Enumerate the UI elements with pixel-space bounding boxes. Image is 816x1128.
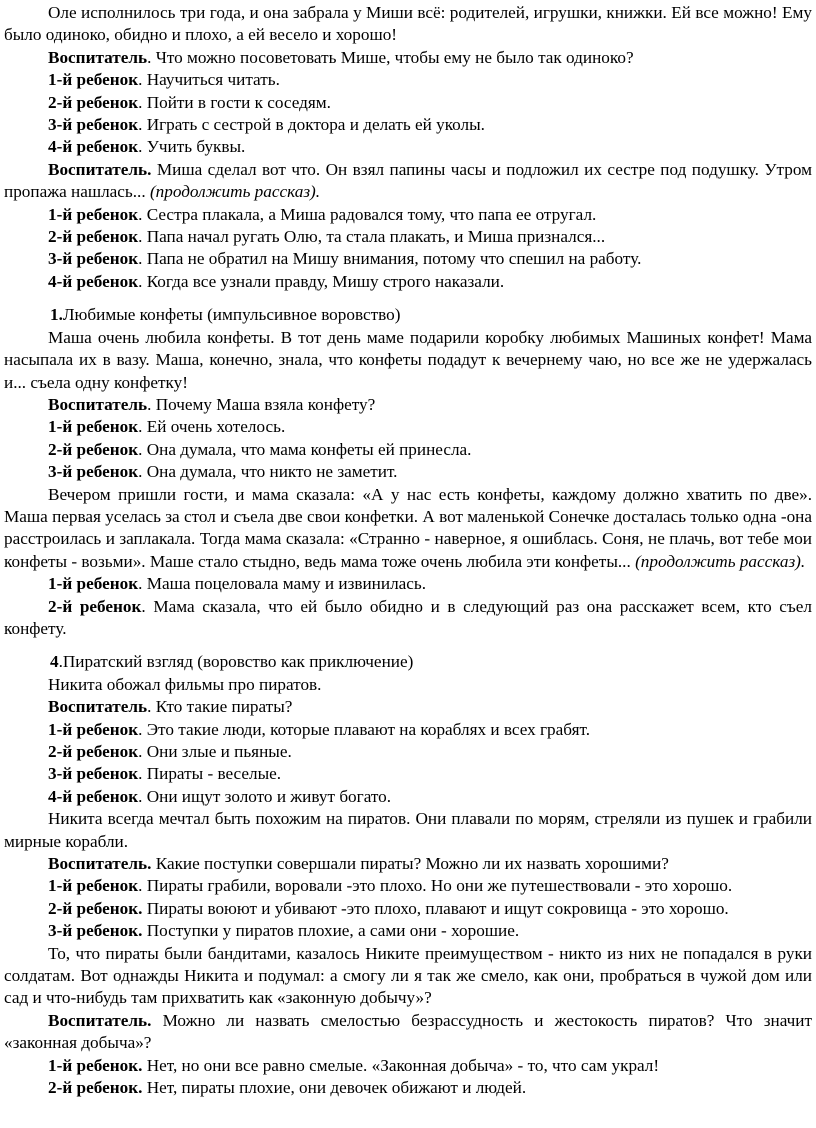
speaker-label: Воспитатель — [48, 697, 148, 717]
dialogue-line — [4, 136, 812, 158]
dialogue-line — [4, 573, 812, 595]
dialogue-text: . Папа не обратил на Мишу внимания, потому что спешил на работу. — [138, 249, 642, 269]
paragraph-text: Маша очень любила конфеты. В тот день маме подарили коробку любимых Машиных конфет! Мама насыпала их в вазу. Маша, конечно, знала, что конфеты подадут к вечернему чаю, но все же не удержалась и... съела одну конфетку! — [4, 327, 812, 392]
speaker-label: 4-й ребенок — [48, 271, 139, 291]
dialogue-text: . Папа начал ругать Олю, та стала плакать, и Миша признался... — [138, 227, 606, 247]
dialogue-text: . Кто такие пираты? — [147, 697, 293, 717]
speaker-label: 4-й ребенок — [48, 786, 139, 806]
italic-note: (продолжить рассказ). — [145, 182, 321, 202]
dialogue-text: . Маша поцеловала маму и извинилась. — [138, 574, 427, 594]
dialogue-line — [4, 159, 812, 204]
section-number: 4 — [50, 652, 59, 672]
dialogue-line — [4, 461, 812, 483]
dialogue-text: Нет, пираты плохие, они девочек обижают и людей. — [142, 1078, 527, 1098]
dialogue-text: Можно ли назвать смелостью безрассудность и жестокость пиратов? Что значит «законная добыча»? — [4, 1010, 812, 1053]
dialogue-line — [4, 439, 812, 461]
speaker-label: 1-й ребенок — [48, 417, 139, 437]
italic-note: (продолжить рассказ). — [630, 551, 806, 571]
speaker-label: 2-й ребенок — [48, 92, 139, 112]
dialogue-text: . Это такие люди, которые плавают на кораблях и всех грабят. — [138, 719, 591, 739]
dialogue-text: Миша сделал вот что. Он взял папины часы и подложил их сестре под подушку. Утром пропажа нашлась... — [4, 159, 812, 202]
speaker-label: Воспитатель. — [48, 1010, 152, 1030]
dialogue-line — [4, 1010, 812, 1055]
dialogue-text: . Когда все узнали правду, Мишу строго наказали. — [138, 271, 505, 291]
dialogue-text: . Научиться читать. — [138, 70, 280, 90]
dialogue-line — [4, 696, 812, 718]
speaker-label: 1-й ребенок — [48, 204, 139, 224]
dialogue-line — [4, 248, 812, 270]
dialogue-text: Пираты воюют и убивают -это плохо, плавают и ищут сокровища - это хорошо. — [142, 898, 729, 918]
speaker-label: 1-й ребенок. — [48, 1055, 143, 1075]
speaker-label: Воспитатель — [48, 47, 148, 67]
paragraph-text: То, что пираты были бандитами, казалось Никите преимуществом - никто из них не попадался в руки солдатам. Вот однажды Никита и подумал: а смогу ли я так же смело, как они, пробраться в чужой дом или сад и что-нибудь там прихватить как «законную добычу»? — [4, 943, 812, 1008]
dialogue-text: . Что можно посоветовать Мише, чтобы ему не было так одиноко? — [147, 47, 634, 67]
dialogue-text: . Пираты - веселые. — [138, 764, 282, 784]
dialogue-text: . Почему Маша взяла конфету? — [147, 394, 376, 414]
dialogue-text: . Мама сказала, что ей было обидно и в следующий раз она расскажет всем, кто съел конфету. — [4, 596, 812, 638]
dialogue-text: . Они ищут золото и живут богато. — [138, 786, 392, 806]
speaker-label: 1-й ребенок — [48, 876, 139, 896]
paragraph-text: Никита всегда мечтал быть похожим на пиратов. Они плавали по морям, стреляли из пушек и грабили мирные корабли. — [4, 809, 812, 851]
paragraph-text: Вечером пришли гости, и мама сказала: «А у нас есть конфеты, каждому должно хватить по две». Маша первая уселась за стол и съела две свои конфетки. А вот маленькой Сонечке досталась только одна -она расстроилась и заплакала. Тогда мама сказала: «Странно - наверное, я ошиблась. Соня, не плачь, вот тебе мои конфеты - возьми». Маше стало стыдно, ведь мама тоже очень любила эти конфеты... — [4, 484, 812, 571]
dialogue-line — [4, 719, 812, 741]
dialogue-line — [4, 47, 812, 69]
dialogue-line — [4, 875, 812, 897]
dialogue-line — [4, 1077, 812, 1099]
dialogue-text: . Пираты грабили, воровали -это плохо. Но они же путешествовали - это хорошо. — [138, 876, 733, 896]
speaker-label: 3-й ребенок. — [48, 921, 143, 941]
document-body — [4, 2, 812, 1100]
dialogue-line — [4, 394, 812, 416]
dialogue-line — [4, 226, 812, 248]
dialogue-line — [4, 786, 812, 808]
dialogue-line — [4, 898, 812, 920]
dialogue-text: . Пойти в гости к соседям. — [138, 92, 331, 112]
paragraph-text: Оле исполнилось три года, и она забрала у Миши всё: родителей, игрушки, книжки. Ей все можно! Ему было одиноко, обидно и плохо, а ей весело и хорошо! — [4, 3, 812, 45]
dialogue-line — [4, 1055, 812, 1077]
narrative-paragraph — [4, 943, 812, 1010]
dialogue-line — [4, 416, 812, 438]
speaker-label: Воспитатель — [48, 394, 148, 414]
section-heading — [4, 651, 812, 673]
paragraph-gap — [4, 640, 812, 651]
section-title: .Пиратский взгляд (воровство как приключение) — [58, 652, 414, 672]
speaker-label: 1-й ребенок — [48, 574, 139, 594]
dialogue-text: . Сестра плакала, а Миша радовался тому, что папа ее отругал. — [138, 204, 597, 224]
dialogue-text: . Она думала, что мама конфеты ей принесла. — [138, 439, 472, 459]
dialogue-text: . Учить буквы. — [138, 137, 246, 157]
dialogue-line — [4, 114, 812, 136]
dialogue-text: . Играть с сестрой в доктора и делать ей уколы. — [138, 115, 485, 135]
narrative-paragraph — [4, 484, 812, 574]
dialogue-line — [4, 920, 812, 942]
speaker-label: 2-й ребенок. — [48, 1078, 143, 1098]
dialogue-line — [4, 763, 812, 785]
narrative-paragraph — [4, 808, 812, 853]
speaker-label: Воспитатель. — [48, 854, 152, 874]
section-heading — [4, 304, 812, 326]
dialogue-text: Какие поступки совершали пираты? Можно ли их назвать хорошими? — [151, 854, 669, 874]
paragraph-text: Никита обожал фильмы про пиратов. — [48, 674, 322, 694]
speaker-label: 2-й ребенок — [48, 227, 139, 247]
dialogue-line — [4, 853, 812, 875]
section-number: 1. — [50, 305, 63, 325]
speaker-label: 3-й ребенок — [48, 115, 139, 135]
speaker-label: 2-й ребенок — [48, 742, 139, 761]
speaker-label: 2-й ребенок — [48, 439, 139, 459]
dialogue-line — [4, 204, 812, 226]
dialogue-line — [4, 92, 812, 114]
dialogue-line — [4, 69, 812, 91]
dialogue-text: . Ей очень хотелось. — [138, 417, 286, 437]
dialogue-line — [4, 271, 812, 293]
dialogue-text: . Она думала, что никто не заметит. — [138, 462, 398, 482]
dialogue-line — [4, 741, 812, 763]
dialogue-text: . Они злые и пьяные. — [138, 742, 292, 761]
narrative-paragraph — [4, 674, 812, 696]
speaker-label: 2-й ребенок. — [48, 898, 143, 918]
speaker-label: 1-й ребенок — [48, 70, 139, 90]
dialogue-text: Поступки у пиратов плохие, а сами они - хорошие. — [142, 921, 520, 941]
paragraph-gap — [4, 293, 812, 304]
speaker-label: 1-й ребенок — [48, 719, 139, 739]
dialogue-text: Нет, но они все равно смелые. «Законная добыча» - то, что сам украл! — [142, 1055, 660, 1075]
speaker-label: Воспитатель. — [48, 159, 152, 179]
speaker-label: 3-й ребенок — [48, 249, 139, 269]
dialogue-line — [4, 596, 812, 641]
speaker-label: 3-й ребенок — [48, 764, 139, 784]
section-title: Любимые конфеты (импульсивное воровство) — [62, 305, 401, 325]
narrative-paragraph — [4, 2, 812, 47]
speaker-label: 3-й ребенок — [48, 462, 139, 482]
speaker-label: 4-й ребенок — [48, 137, 139, 157]
speaker-label: 2-й ребенок — [48, 596, 142, 616]
narrative-paragraph — [4, 327, 812, 394]
